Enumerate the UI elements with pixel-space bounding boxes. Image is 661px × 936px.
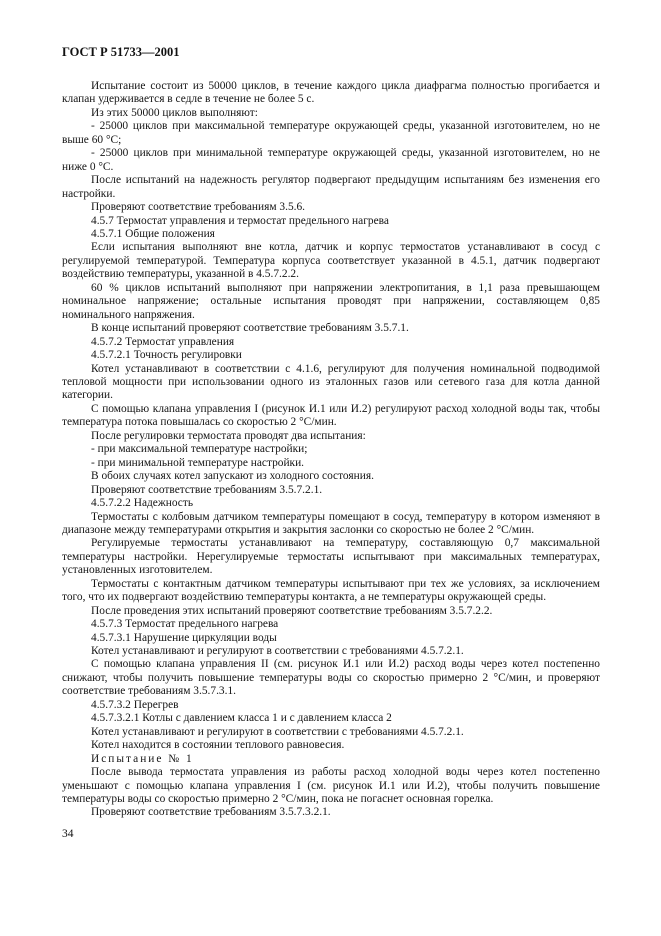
body-paragraph: Испытание состоит из 50000 циклов, в течение каждого цикла диафрагма полностью прогибается и клапан удерживается в седле в течение не более 5 с.: [62, 80, 600, 106]
body-paragraph: Если испытания выполняют вне котла, датчик и корпус термостатов устанавливают в сосуд с регулируемой температурой. Температура корпуса соответствует указанной в 4.5.1, датчик подвергают воздействию температуры, указанной в 4.5.7.2.2.: [62, 241, 600, 281]
list-item: - при максимальной температуре настройки;: [91, 443, 308, 456]
section-heading: 4.5.7.3.1 Нарушение циркуляции воды: [91, 631, 277, 644]
body-paragraph: После регулировки термостата проводят два испытания:: [91, 429, 366, 442]
body-paragraph: С помощью клапана управления I (рисунок И.1 или И.2) регулируют расход холодной воды так, чтобы температура потока повышалась со скоростью 2 °С/мин.: [62, 402, 600, 429]
section-heading: 4.5.7.3.2 Перегрев: [91, 698, 179, 711]
body-paragraph: Котел находится в состоянии теплового равновесия.: [91, 739, 345, 752]
list-item: - 25000 циклов при максимальной температуре окружающей среды, указанной изготовителем, но не выше 60 °С;: [62, 120, 600, 146]
list-item: - 25000 циклов при минимальной температуре окружающей среды, указанной изготовителем, но не ниже 0 °С.: [62, 147, 600, 173]
list-item: - при минимальной температуре настройки.: [91, 456, 305, 469]
body-paragraph: После вывода термостата управления из работы расход холодной воды через котел постепенно уменьшают с помощью клапана управления I (см. рисунок И.1 или И.2), чтобы получить повышение температуры воды со скоростью примерно 2 °С/мин, пока не погаснет основная горелка.: [62, 766, 600, 806]
body-paragraph: Регулируемые термостаты устанавливают на температуру, составляющую 0,7 максимальной температуры настройки. Нерегулируемые термостаты испытывают при максимальных температурах, установленных изготовителем.: [62, 537, 600, 577]
body-paragraph: Котел устанавливают и регулируют в соответствии с требованиями 4.5.7.2.1.: [91, 645, 464, 658]
section-heading: 4.5.7.3 Термостат предельного нагрева: [91, 618, 279, 631]
body-paragraph: Из этих 50000 циклов выполняют:: [91, 106, 258, 119]
body-paragraph: После испытаний на надежность регулятор подвергают предыдущим испытаниям без изменения его настройки.: [62, 174, 600, 200]
body-paragraph: В обоих случаях котел запускают из холодного состояния.: [91, 470, 374, 483]
section-heading: 4.5.7.3.2.1 Котлы с давлением класса 1 и с давлением класса 2: [91, 712, 392, 725]
section-heading: 4.5.7 Термостат управления и термостат предельного нагрева: [91, 214, 389, 227]
section-heading: 4.5.7.1 Общие положения: [91, 227, 215, 240]
body-paragraph: С помощью клапана управления II (см. рисунок И.1 или И.2) расход воды через котел постепенно снижают, чтобы получить повышение температуры воды со скоростью примерно 2 °С/мин, и проверяют соответствие требованиям 3.5.7.3.1.: [62, 658, 600, 698]
section-heading: 4.5.7.2 Термостат управления: [91, 335, 235, 348]
body-paragraph: Котел устанавливают в соответствии с 4.1.6, регулируют для получения номинальной подводимой тепловой мощности при использовании одного из эталонных газов или сетевого газа для котла данной категории.: [62, 362, 600, 402]
body-paragraph: Термостаты с колбовым датчиком температуры помещают в сосуд, температуру в котором изменяют в диапазоне между температурами открытия и закрытия заслонки со скоростью не более 2 °С/мин.: [62, 510, 600, 536]
section-heading: 4.5.7.2.2 Надежность: [91, 497, 194, 510]
body-paragraph: Проверяют соответствие требованиям 3.5.7.2.1.: [91, 483, 323, 496]
body-paragraph: 60 % циклов испытаний выполняют при напряжении электропитания, в 1,1 раза превышающем номинальное напряжение; остальные испытания проводят при напряжении, составляющем 0,85 номинального напряжения.: [62, 281, 600, 321]
document-body: [62, 80, 600, 820]
body-paragraph: Проверяют соответствие требованиям 3.5.7.3.2.1.: [91, 806, 331, 819]
section-heading: 4.5.7.2.1 Точность регулировки: [91, 349, 242, 362]
body-paragraph: Проверяют соответствие требованиям 3.5.6.: [91, 201, 306, 214]
page-number: 34: [62, 828, 74, 840]
body-paragraph: Котел устанавливают и регулируют в соответствии с требованиями 4.5.7.2.1.: [91, 725, 464, 738]
body-paragraph: В конце испытаний проверяют соответствие требованиям 3.5.7.1.: [91, 322, 409, 335]
test-heading: Испытание № 1: [91, 752, 194, 765]
document-header: ГОСТ Р 51733—2001: [62, 45, 180, 59]
body-paragraph: Термостаты с контактным датчиком температуры испытывают при тех же условиях, за исключением того, что их подвергают воздействию температуры контакта, а не температуры окружающей среды.: [62, 577, 600, 604]
body-paragraph: После проведения этих испытаний проверяют соответствие требованиям 3.5.7.2.2.: [91, 604, 493, 617]
